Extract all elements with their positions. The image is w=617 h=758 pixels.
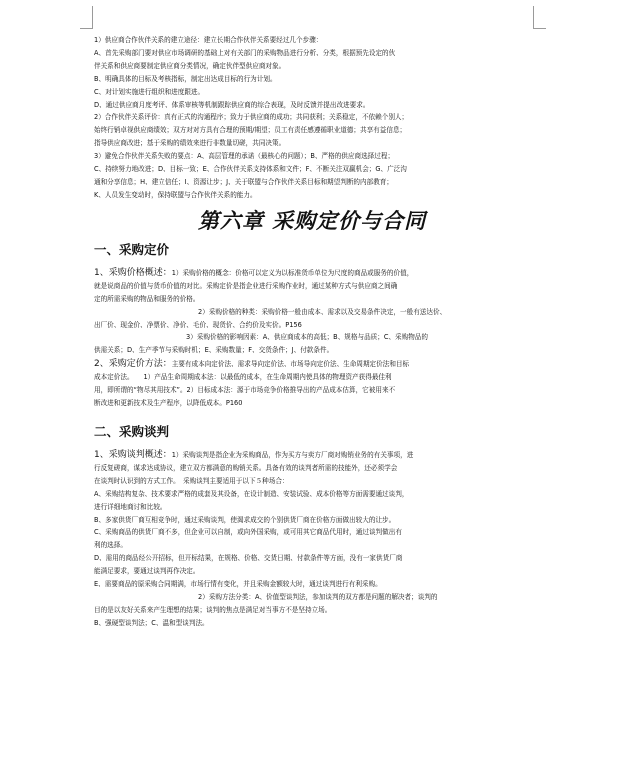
text-line: C、对计划实施进行组织和进度跟进。 xyxy=(94,87,205,96)
text-line: A、采购结构复杂、技术要求严格的成套及其设备，在设计制造、安装试验、成本价格等方面需要通过谈判， xyxy=(94,489,409,498)
spacer xyxy=(94,410,530,420)
text-line: 在谈判时认识到的方式工作。 采购谈判主要适用于以下５种场合： xyxy=(94,476,289,485)
text-line: 3）采购价格的影响因素：A、供应商成本的高低；B、规格与品质；C、采购物品的 xyxy=(186,333,429,342)
partnership-section xyxy=(94,34,530,202)
text-line: 供需关系；D、生产季节与采购时机；E、采购数量；F、交货条件；J、付款条件。 xyxy=(94,346,334,355)
subsection-line xyxy=(94,448,530,462)
text-line: C、采购商品的供货厂商不多，但企业可以自制，或向外国采购，或可用其它商品代用时，通过谈判做出有 xyxy=(94,528,402,537)
text-line: K、人员发生变动时，保持联盟与合作伙伴关系的能力。 xyxy=(94,190,257,199)
text-line: 进行详细地商讨和比较。 xyxy=(94,502,167,511)
subsection-lead: 2、采购定价方法： xyxy=(94,359,172,370)
text-line: C、持续努力地改进；D、目标一致；E、合作伙伴关系支持体系和文件；F、不断关注双赢机会；G、广泛沟 xyxy=(94,165,407,174)
subsection-rest: 主要有成本向定价法、需求导向定价法、市场导向定价法、生命周期定价法和目标 xyxy=(171,360,410,369)
text-line: 能满足要求，要通过谈判再作决定。 xyxy=(94,567,200,576)
text-line: E、需要商品的原采购合同期满，市场行情有变化，并且采购金额较大时，通过谈判进行有利采购。 xyxy=(94,580,382,589)
text-line: B、多家供货厂商互相竞争时，通过采购谈判，使渴求成交的个别供货厂商在价格方面做出较大的让步。 xyxy=(94,515,396,524)
text-line: B、明确具体的目标及考核指标，制定出达成目标的行为计划。 xyxy=(94,74,277,83)
document-body xyxy=(94,34,530,630)
text-line: 2）采购方法分类：A、价值型谈判法，参加谈判的双方都是问题的解决者；谈判的 xyxy=(198,593,438,601)
text-line: 成本定价法。 1）产品生命周期成本法：以最低的成本，在生命周期内使具体的物理资产获得最佳利 xyxy=(94,373,392,382)
text-line: 3）避免合作伙伴关系失败的要点：A、高层管理的承诺（最核心的问题）；B、严格的供应商选择过程； xyxy=(94,152,395,161)
text-line: 始终行销卓视供应商绩效；双方对对方具有合理的预期/期望；员工有责任感遵循职业道德；共享有益信息； xyxy=(94,126,407,135)
section-heading-negotiation: 二、采购谈判 xyxy=(94,423,170,439)
text-line: D、通过供应商月度考评、体系审核等机制跟踪供应商的综合表现，及时反馈并提出改进要求。 xyxy=(94,100,370,109)
text-line: A、首先采购部门要对供应市场调研的基础上对有关部门的采购物品进行分析、分类，根据预先设定的伙 xyxy=(94,48,396,57)
subsection-lead: 1、采购谈判概述： xyxy=(94,449,172,460)
page-corner-mark-top-left xyxy=(80,6,93,29)
text-line: B、强硬型谈判法；C、温和型谈判法。 xyxy=(94,618,209,627)
subsection-lead: 1、采购价格概述： xyxy=(94,267,172,278)
text-line: 就是说商品的价值与货币价值的对比。采购定价是指企业进行采购作业时，通过某种方式与供应商之间确 xyxy=(94,281,398,290)
text-line: D、需用的商品经公开招标，但开标结果，在规格、价格、交货日期、付款条件等方面，没有一家供货厂商 xyxy=(94,554,403,563)
text-line: 行反复磋商，谋求达成协议，建立双方都满意的购销关系。具备有效的谈判者所需的技能外，还必须学会 xyxy=(94,463,398,472)
subsection-line xyxy=(94,266,530,280)
text-line: 通和分享信息；H、建立信任；I、资源让步；J、关于联盟与合作伙伴关系目标和期望判断的内部教育； xyxy=(94,177,393,186)
subsection-rest: 1）采购谈判是指企业为采购商品，作为买方与卖方厂商对购销业务的有关事项，进 xyxy=(171,450,414,459)
subsection-line xyxy=(94,357,530,371)
text-line: 1）供应商合作伙伴关系的建立途径：建立长期合作伙伴关系要经过几个步骤： xyxy=(94,36,323,44)
text-line: 2）采购价格的种类：采购价格一般由成本、需求以及交易条件决定，一般有送达价、 xyxy=(198,307,447,316)
pricing-section xyxy=(94,240,530,410)
subsection-rest: 1）采购价格的概念：价格可以定义为以标准货币单位为尺度的商品或服务的价值， xyxy=(171,268,414,277)
chapter-title: 第六章 采购定价与合同 xyxy=(197,207,427,233)
page-corner-mark-top-right xyxy=(533,6,546,29)
text-line: 定的所需采购的物品和服务的价格。 xyxy=(94,294,200,303)
text-line: 指导供应商改进；基于采购的绩效来进行非数量切磋，共同决策。 xyxy=(94,139,286,148)
text-line: 断改进和更新技术及生产程序，以降低成本。P160 xyxy=(94,399,243,408)
text-line: 伴关系和供应商要制定供应商分类情况，确定伙伴型供应商对象。 xyxy=(94,61,286,70)
text-line: 利的选择。 xyxy=(94,541,127,550)
text-line: 2）合作伙伴关系评价：真有正式的沟通程序；致力于供应商的成功；共同获利；关系稳定，不依赖个别人； xyxy=(94,113,409,122)
text-line: 出厂价、现金价、净票价、净价、毛价、现货价、合约价及实价。P156 xyxy=(94,320,302,329)
text-line: 目的是以友好关系来产生理想的结果；谈判的焦点是满足对当事方不是坚持立场。 xyxy=(94,605,332,614)
section-heading-pricing: 一、采购定价 xyxy=(94,241,170,257)
negotiation-section xyxy=(94,422,530,630)
text-line: 用，即所谓的“物尽其用技术”。2）目标成本法：源于市场竞争价格推导出的产品成本估算，它被用来不 xyxy=(94,386,396,395)
